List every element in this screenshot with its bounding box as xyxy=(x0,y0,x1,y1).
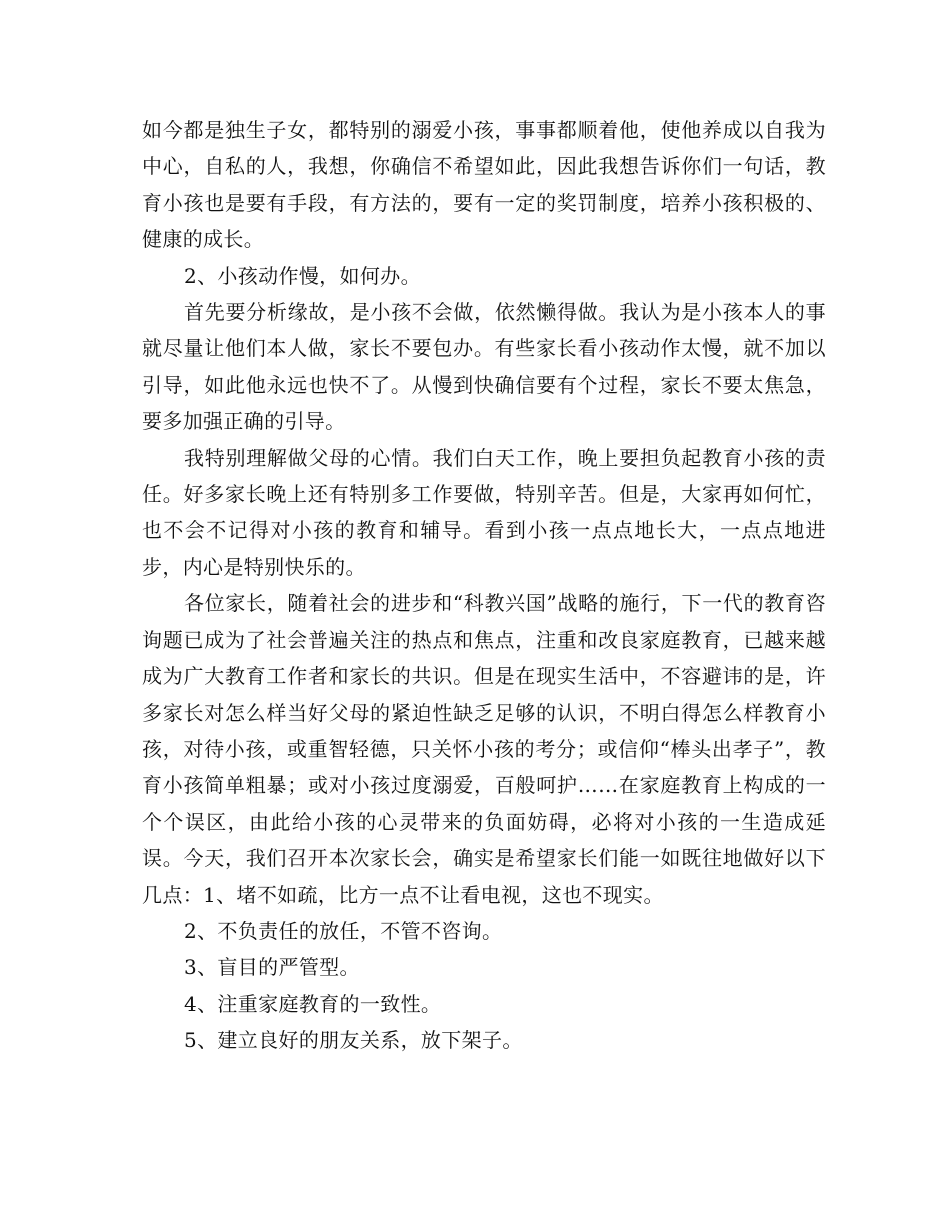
list-item-4: 4、注重家庭教育的一致性。 xyxy=(184,991,442,1016)
list-item-3: 3、盲目的严管型。 xyxy=(184,955,360,980)
list-item-2: 2、不负责任的放任，不管不咨询。 xyxy=(184,918,503,943)
paragraph-analyze-reason: 首先要分析缘故，是小孩不会做，依然懒得做。我认为是小孩本人的事就尽量让他们本人做，家长不要包办。有些家长看小孩动作太慢，就不加以引导，如此他永远也快不了。从慢到快确信要有个过程，家长不要太焦急，要多加强正确的引导。 xyxy=(142,300,826,434)
document-body xyxy=(142,112,826,1059)
paragraph-heading-slow-child: 2、小孩动作慢，如何办。 xyxy=(184,263,421,288)
list-item-5: 5、建立良好的朋友关系，放下架子。 xyxy=(184,1028,523,1053)
paragraph-spoiling-children: 如今都是独生子女，都特别的溺爱小孩，事事都顺着他，使他养成以自我为中心，自私的人，我想，你确信不希望如此，因此我想告诉你们一句话，教育小孩也是要有手段，有方法的，要有一定的奖罚制度，培养小孩积极的、健康的成长。 xyxy=(142,118,826,252)
paragraph-dear-parents: 各位家长，随着社会的进步和“科教兴国”战略的施行，下一代的教育咨询题已成为了社会普遍关注的热点和焦点，注重和改良家庭教育，已越来越成为广大教育工作者和家长的共识。但是在现实生活中，不容避讳的是，许多家长对怎么样当好父母的紧迫性缺乏足够的认识，不明白得怎么样教育小孩，对待小孩，或重智轻德，只关怀小孩的考分；或信仰“棒头出孝子”，教育小孩简单粗暴；或对小孩过度溺爱，百般呵护……在家庭教育上构成的一个个误区，由此给小孩的心灵带来的负面妨碍，必将对小孩的一生造成延误。今天，我们召开本次家长会，确实是希望家长们能一如既往地做好以下几点：1、堵不如疏，比方一点不让看电视，这也不现实。 xyxy=(142,591,826,907)
paragraph-parents-feelings: 我特别理解做父母的心情。我们白天工作，晚上要担负起教育小孩的责任。好多家长晚上还有特别多工作要做，特别辛苦。但是，大家再如何忙，也不会不记得对小孩的教育和辅导。看到小孩一点点地长大，一点点地进步，内心是特别快乐的。 xyxy=(142,445,826,579)
